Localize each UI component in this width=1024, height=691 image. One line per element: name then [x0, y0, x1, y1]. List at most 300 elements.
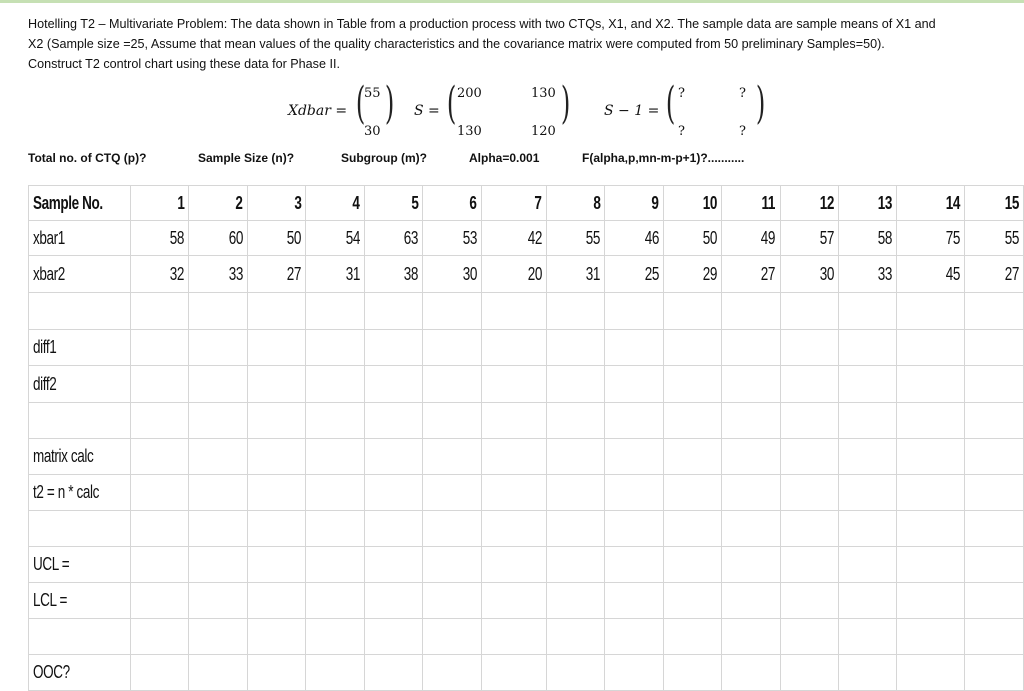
top-border [0, 0, 1024, 3]
xdbar-left-paren: ( [355, 78, 366, 129]
sample-number: 11 [761, 192, 776, 213]
matrix-calc-cell[interactable] [605, 439, 663, 475]
empty-cell[interactable] [423, 403, 481, 439]
diff2-cell[interactable] [131, 366, 189, 403]
empty-cell[interactable] [131, 511, 189, 547]
table-row [29, 221, 1024, 256]
sample-number: 6 [469, 192, 477, 213]
sample-number: 9 [651, 192, 659, 213]
diff2-cell[interactable] [481, 366, 546, 403]
lcl-cell[interactable] [605, 583, 663, 619]
table-row [29, 366, 1024, 403]
xbar2-value: 27 [1004, 263, 1019, 284]
ooc-cell[interactable] [364, 655, 422, 691]
empty-cell[interactable] [546, 619, 604, 655]
table-row [29, 475, 1024, 511]
empty-cell[interactable] [189, 619, 247, 655]
ooc-cell[interactable] [780, 655, 838, 691]
sample-number: 1 [177, 192, 185, 213]
sample-number: 2 [235, 192, 243, 213]
xbar2-label: xbar2 [33, 263, 65, 284]
diff1-cell[interactable] [780, 330, 838, 366]
empty-cell[interactable] [247, 511, 305, 547]
matrix-calc-cell[interactable] [131, 439, 189, 475]
t2-cell[interactable] [838, 475, 896, 511]
sample-number-cell [663, 186, 721, 221]
table-row [29, 583, 1024, 619]
matrix-calc-label: matrix calc [33, 446, 94, 466]
diff1-cell[interactable] [131, 330, 189, 366]
lcl-cell[interactable] [780, 583, 838, 619]
empty-cell[interactable] [481, 619, 546, 655]
sample-number-cell [780, 186, 838, 221]
table-row [29, 439, 1024, 475]
lcl-cell[interactable] [838, 583, 896, 619]
xbar2-cell [364, 256, 422, 293]
diff1-cell[interactable] [838, 330, 896, 366]
xbar2-cell [189, 256, 247, 293]
diff1-cell[interactable] [423, 330, 481, 366]
diff1-cell[interactable] [663, 330, 721, 366]
empty-cell[interactable] [605, 403, 663, 439]
matrix-calc-cell[interactable] [722, 439, 780, 475]
t2-cell[interactable] [722, 475, 780, 511]
lcl-cell[interactable] [247, 583, 305, 619]
sample-number-cell [546, 186, 604, 221]
row-label-cell [29, 439, 131, 475]
matrix-calc-cell[interactable] [306, 439, 364, 475]
xbar2-cell [306, 256, 364, 293]
t2-cell[interactable] [965, 475, 1024, 511]
xdbar-value-2: 30 [364, 124, 381, 139]
lcl-cell[interactable] [481, 583, 546, 619]
diff2-cell[interactable] [897, 366, 965, 403]
xbar1-cell [364, 221, 422, 256]
sample-number-cell [189, 186, 247, 221]
sinv-value-21: ? [678, 124, 685, 139]
diff1-cell[interactable] [722, 330, 780, 366]
diff2-cell[interactable] [189, 366, 247, 403]
xbar1-value: 55 [585, 227, 601, 248]
empty-cell[interactable] [423, 511, 481, 547]
ucl-cell[interactable] [306, 547, 364, 583]
s-label: S = [414, 103, 440, 119]
matrix-calc-cell[interactable] [965, 439, 1024, 475]
lcl-cell[interactable] [189, 583, 247, 619]
xbar2-value: 29 [702, 263, 718, 284]
xbar2-cell [965, 256, 1024, 293]
empty-cell[interactable] [546, 403, 604, 439]
table-row-empty [29, 511, 1024, 547]
empty-cell[interactable] [481, 293, 546, 330]
xbar2-value: 30 [462, 263, 477, 284]
xbar2-cell [247, 256, 305, 293]
xbar1-cell [965, 221, 1024, 256]
xbar2-value: 27 [287, 263, 302, 284]
empty-cell[interactable] [722, 293, 780, 330]
empty-cell[interactable] [838, 293, 896, 330]
ooc-cell[interactable] [423, 655, 481, 691]
diff2-cell[interactable] [546, 366, 604, 403]
xbar2-cell [780, 256, 838, 293]
sinv-left-paren: ( [665, 78, 676, 129]
empty-cell[interactable] [306, 293, 364, 330]
empty-cell[interactable] [780, 619, 838, 655]
matrix-calc-cell[interactable] [546, 439, 604, 475]
empty-cell[interactable] [663, 403, 721, 439]
row-label-cell [29, 366, 131, 403]
row-label-cell [29, 547, 131, 583]
ucl-cell[interactable] [481, 547, 546, 583]
sample-number: 8 [593, 192, 601, 213]
empty-cell[interactable] [29, 619, 131, 655]
empty-cell[interactable] [605, 293, 663, 330]
empty-cell[interactable] [897, 293, 965, 330]
sample-number: 14 [946, 192, 961, 213]
xbar1-cell [605, 221, 663, 256]
matrix-calc-cell[interactable] [838, 439, 896, 475]
diff2-cell[interactable] [838, 366, 896, 403]
empty-cell[interactable] [306, 511, 364, 547]
ooc-cell[interactable] [306, 655, 364, 691]
t2-cell[interactable] [897, 475, 965, 511]
empty-cell[interactable] [131, 619, 189, 655]
xdbar-label: Xdbar = [288, 103, 348, 119]
ucl-cell[interactable] [722, 547, 780, 583]
xbar1-cell [722, 221, 780, 256]
param-total-ctq: Total no. of CTQ (p)? [28, 151, 147, 165]
sample-number-cell [306, 186, 364, 221]
matrix-calc-cell[interactable] [423, 439, 481, 475]
matrix-calc-cell[interactable] [481, 439, 546, 475]
ucl-cell[interactable] [605, 547, 663, 583]
ooc-cell[interactable] [663, 655, 721, 691]
problem-line-2: X2 (Sample size =25, Assume that mean values of the quality characteristics and the covariance matrix were computed from 50 preliminary Samples=50). [28, 37, 885, 51]
empty-cell[interactable] [189, 403, 247, 439]
empty-cell[interactable] [247, 293, 305, 330]
empty-cell[interactable] [605, 619, 663, 655]
xbar1-cell [247, 221, 305, 256]
row-label-cell [29, 655, 131, 691]
t2-cell[interactable] [423, 475, 481, 511]
xbar2-value: 31 [345, 263, 360, 284]
xdbar-right-paren: ) [384, 78, 395, 129]
xbar1-cell [131, 221, 189, 256]
param-sample-size: Sample Size (n)? [198, 151, 295, 165]
xbar2-cell [423, 256, 481, 293]
row-label-cell [29, 475, 131, 511]
ooc-cell[interactable] [897, 655, 965, 691]
empty-cell[interactable] [247, 619, 305, 655]
empty-cell[interactable] [965, 403, 1024, 439]
ooc-cell[interactable] [838, 655, 896, 691]
sample-number-cell [247, 186, 305, 221]
empty-cell[interactable] [546, 511, 604, 547]
sinv-value-22: ? [739, 124, 746, 139]
lcl-cell[interactable] [131, 583, 189, 619]
empty-cell[interactable] [965, 511, 1024, 547]
sample-number-cell [481, 186, 546, 221]
param-subgroup: Subgroup (m)? [341, 151, 427, 165]
empty-cell[interactable] [838, 619, 896, 655]
ooc-cell[interactable] [189, 655, 247, 691]
lcl-cell[interactable] [663, 583, 721, 619]
empty-cell[interactable] [722, 511, 780, 547]
lcl-cell[interactable] [364, 583, 422, 619]
lcl-cell[interactable] [423, 583, 481, 619]
xbar1-value: 57 [819, 227, 834, 248]
diff2-cell[interactable] [663, 366, 721, 403]
xbar2-cell [131, 256, 189, 293]
lcl-cell[interactable] [897, 583, 965, 619]
t2-cell[interactable] [605, 475, 663, 511]
empty-cell[interactable] [897, 403, 965, 439]
row-label-cell [29, 330, 131, 366]
ucl-label: UCL = [33, 554, 70, 574]
t2-cell[interactable] [364, 475, 422, 511]
empty-cell[interactable] [605, 511, 663, 547]
xbar2-value: 25 [644, 263, 659, 284]
table-row [29, 186, 1024, 221]
empty-cell[interactable] [364, 619, 422, 655]
empty-cell[interactable] [780, 403, 838, 439]
diff1-cell[interactable] [965, 330, 1024, 366]
empty-cell[interactable] [189, 511, 247, 547]
empty-cell[interactable] [306, 619, 364, 655]
ucl-cell[interactable] [546, 547, 604, 583]
xbar2-cell [663, 256, 721, 293]
xbar2-cell [481, 256, 546, 293]
ucl-cell[interactable] [838, 547, 896, 583]
empty-cell[interactable] [780, 293, 838, 330]
sample-number: 4 [352, 192, 360, 213]
empty-cell[interactable] [722, 619, 780, 655]
t2-cell[interactable] [247, 475, 305, 511]
empty-cell[interactable] [189, 293, 247, 330]
ooc-cell[interactable] [546, 655, 604, 691]
ooc-cell[interactable] [722, 655, 780, 691]
empty-cell[interactable] [897, 619, 965, 655]
sample-number: 12 [819, 192, 834, 213]
data-table [28, 185, 1024, 691]
row-label-cell [29, 256, 131, 293]
diff1-cell[interactable] [364, 330, 422, 366]
t2-cell[interactable] [663, 475, 721, 511]
empty-cell[interactable] [364, 293, 422, 330]
sinv-value-11: ? [678, 86, 685, 101]
ucl-cell[interactable] [423, 547, 481, 583]
empty-cell[interactable] [780, 511, 838, 547]
xbar1-value: 58 [878, 227, 893, 248]
empty-cell[interactable] [838, 511, 896, 547]
matrix-calc-cell[interactable] [247, 439, 305, 475]
ucl-cell[interactable] [780, 547, 838, 583]
lcl-cell[interactable] [546, 583, 604, 619]
sample-no-label: Sample No. [33, 192, 103, 213]
lcl-cell[interactable] [306, 583, 364, 619]
diff2-cell[interactable] [965, 366, 1024, 403]
ucl-cell[interactable] [189, 547, 247, 583]
row-label-cell [29, 221, 131, 256]
s-value-11: 200 [457, 86, 482, 101]
param-f-value: F(alpha,p,mn-m-p+1)?........... [582, 151, 745, 165]
xbar1-label: xbar1 [33, 227, 65, 248]
empty-cell[interactable] [29, 293, 131, 330]
empty-cell[interactable] [423, 293, 481, 330]
t2-cell[interactable] [131, 475, 189, 511]
diff2-cell[interactable] [247, 366, 305, 403]
sample-number: 10 [702, 192, 718, 213]
xbar2-value: 45 [946, 263, 961, 284]
xbar1-value: 60 [228, 227, 243, 248]
lcl-cell[interactable] [722, 583, 780, 619]
xbar1-value: 63 [403, 227, 419, 248]
sample-number-cell [965, 186, 1024, 221]
empty-cell[interactable] [722, 403, 780, 439]
diff1-cell[interactable] [481, 330, 546, 366]
matrix-calc-cell[interactable] [663, 439, 721, 475]
diff2-cell[interactable] [364, 366, 422, 403]
lcl-cell[interactable] [965, 583, 1024, 619]
xbar1-value: 46 [644, 227, 659, 248]
xbar1-value: 54 [345, 227, 360, 248]
empty-cell[interactable] [838, 403, 896, 439]
diff1-cell[interactable] [605, 330, 663, 366]
problem-statement [28, 14, 1022, 74]
xbar1-value: 75 [946, 227, 961, 248]
param-alpha: Alpha=0.001 [469, 151, 540, 165]
table-row [29, 655, 1024, 691]
xbar2-value: 30 [819, 263, 834, 284]
diff1-cell[interactable] [189, 330, 247, 366]
empty-cell[interactable] [364, 403, 422, 439]
empty-cell[interactable] [29, 511, 131, 547]
diff2-cell[interactable] [423, 366, 481, 403]
ooc-cell[interactable] [481, 655, 546, 691]
sample-number: 15 [1004, 192, 1019, 213]
s-value-12: 130 [531, 86, 556, 101]
ooc-cell[interactable] [247, 655, 305, 691]
ooc-label: OOC? [33, 662, 70, 682]
table-row [29, 547, 1024, 583]
xdbar-value-1: 55 [364, 86, 381, 101]
s-left-paren: ( [446, 78, 457, 129]
t2-cell[interactable] [306, 475, 364, 511]
empty-cell[interactable] [423, 619, 481, 655]
table-row-empty [29, 403, 1024, 439]
diff1-cell[interactable] [306, 330, 364, 366]
empty-cell[interactable] [481, 511, 546, 547]
xbar1-cell [838, 221, 896, 256]
xbar2-value: 27 [761, 263, 776, 284]
xbar2-cell [546, 256, 604, 293]
ooc-cell[interactable] [965, 655, 1024, 691]
ooc-cell[interactable] [605, 655, 663, 691]
sample-number-cell [423, 186, 481, 221]
matrix-calc-cell[interactable] [897, 439, 965, 475]
empty-cell[interactable] [131, 403, 189, 439]
xbar1-cell [897, 221, 965, 256]
xbar1-cell [189, 221, 247, 256]
s-right-paren: ) [560, 78, 571, 129]
diff1-cell[interactable] [546, 330, 604, 366]
xbar2-cell [722, 256, 780, 293]
xbar2-value: 33 [878, 263, 893, 284]
t2-cell[interactable] [481, 475, 546, 511]
xbar2-value: 20 [527, 263, 542, 284]
xbar2-value: 38 [403, 263, 419, 284]
ooc-cell[interactable] [131, 655, 189, 691]
empty-cell[interactable] [131, 293, 189, 330]
row-label-cell [29, 583, 131, 619]
ucl-cell[interactable] [897, 547, 965, 583]
t2-cell[interactable] [780, 475, 838, 511]
matrix-calc-cell[interactable] [780, 439, 838, 475]
empty-cell[interactable] [965, 293, 1024, 330]
empty-cell[interactable] [663, 619, 721, 655]
table-row-empty [29, 619, 1024, 655]
empty-cell[interactable] [663, 511, 721, 547]
table-row [29, 256, 1024, 293]
empty-cell[interactable] [897, 511, 965, 547]
empty-cell[interactable] [481, 403, 546, 439]
header-label-cell [29, 186, 131, 221]
empty-cell[interactable] [546, 293, 604, 330]
sinv-label: S − 1 = [604, 103, 660, 119]
xbar1-cell [423, 221, 481, 256]
empty-cell[interactable] [965, 619, 1024, 655]
xbar1-value: 42 [527, 227, 542, 248]
sample-number-cell [897, 186, 965, 221]
ucl-cell[interactable] [247, 547, 305, 583]
t2-cell[interactable] [546, 475, 604, 511]
xbar2-value: 31 [585, 263, 601, 284]
matrix-calc-cell[interactable] [364, 439, 422, 475]
xbar1-cell [546, 221, 604, 256]
empty-cell[interactable] [364, 511, 422, 547]
matrix-calc-cell[interactable] [189, 439, 247, 475]
sample-number-cell [722, 186, 780, 221]
ucl-cell[interactable] [131, 547, 189, 583]
diff1-cell[interactable] [247, 330, 305, 366]
diff1-cell[interactable] [897, 330, 965, 366]
lcl-label: LCL = [33, 590, 68, 610]
diff2-cell[interactable] [780, 366, 838, 403]
empty-cell[interactable] [663, 293, 721, 330]
xbar1-cell [481, 221, 546, 256]
diff2-cell[interactable] [306, 366, 364, 403]
ucl-cell[interactable] [965, 547, 1024, 583]
sample-number-cell [364, 186, 422, 221]
diff2-cell[interactable] [722, 366, 780, 403]
xbar1-value: 49 [761, 227, 776, 248]
sample-number-cell [605, 186, 663, 221]
ucl-cell[interactable] [663, 547, 721, 583]
empty-cell[interactable] [29, 403, 131, 439]
sample-number: 13 [878, 192, 893, 213]
table-row-empty [29, 293, 1024, 330]
empty-cell[interactable] [247, 403, 305, 439]
xbar2-cell [605, 256, 663, 293]
ucl-cell[interactable] [364, 547, 422, 583]
diff2-cell[interactable] [605, 366, 663, 403]
empty-cell[interactable] [306, 403, 364, 439]
xbar2-cell [838, 256, 896, 293]
xbar1-value: 50 [702, 227, 718, 248]
xbar2-value: 33 [228, 263, 243, 284]
sample-number-cell [131, 186, 189, 221]
t2-cell[interactable] [189, 475, 247, 511]
